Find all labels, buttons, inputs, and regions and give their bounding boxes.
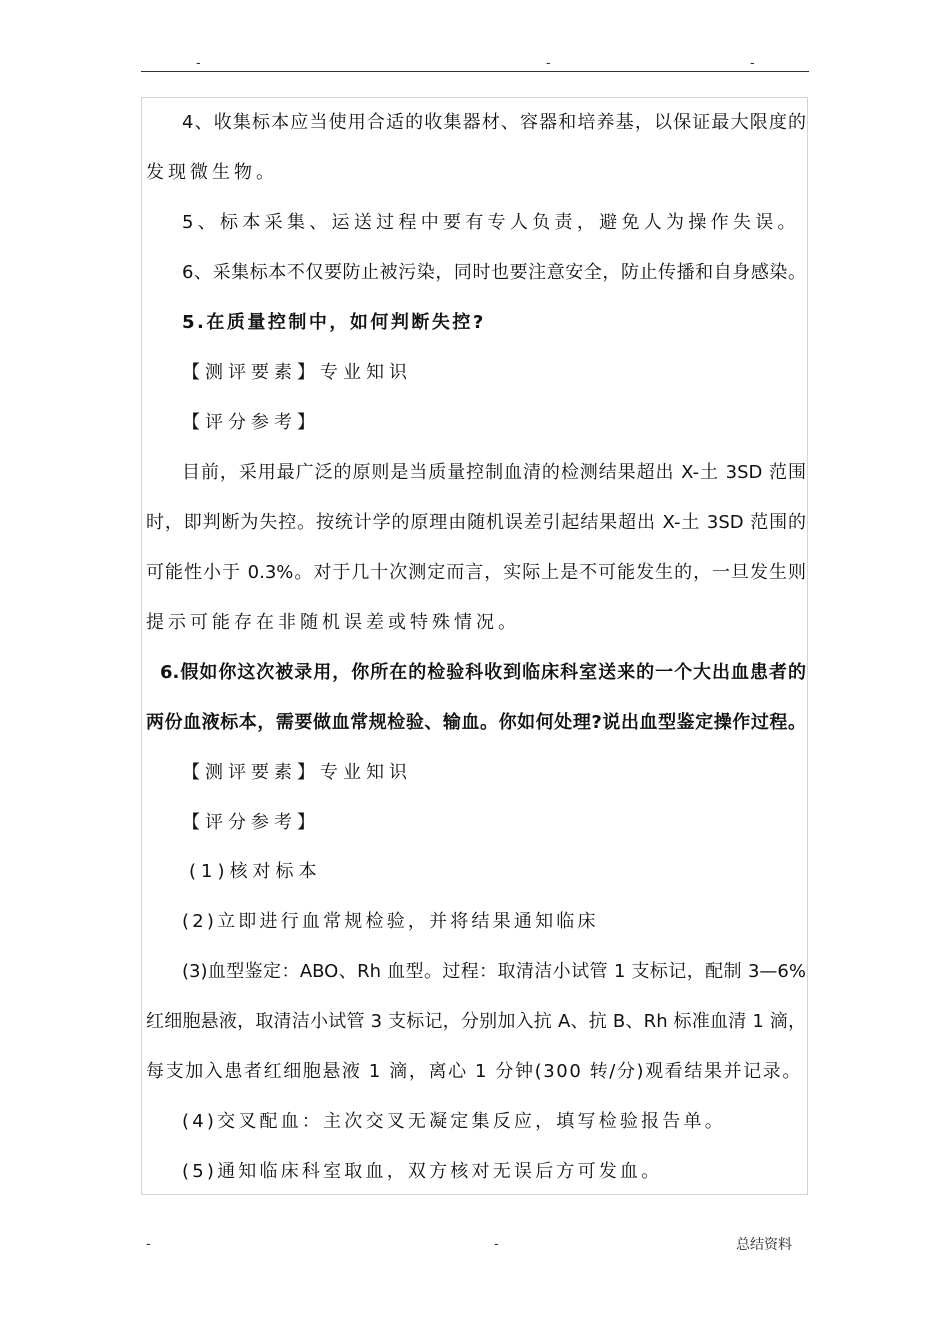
question-6-step-3-line-3: 每支加入患者红细胞悬液 1 滴，离心 1 分钟(300 转/分)观看结果并记录。 xyxy=(146,1061,802,1082)
question-6-step-2: (2)立即进行血常规检验，并将结果通知临床 xyxy=(182,911,599,932)
header-mark-center: - xyxy=(546,56,551,71)
paragraph-4-line-1: 4、收集标本应当使用合适的收集器材、容器和培养基，以保证最大限度的 xyxy=(182,112,806,133)
question-5-answer-line-4: 提示可能存在非随机误差或特殊情况。 xyxy=(146,612,520,633)
question-5-answer-line-2: 时，即判断为失控。按统计学的原理由随机误差引起结果超出 X-土 3SD 范围的 xyxy=(146,512,806,533)
question-5-answer-line-1: 目前，采用最广泛的原则是当质量控制血清的检测结果超出 X-土 3SD 范围 xyxy=(182,462,806,483)
question-6-elements: 【测评要素】专业知识 xyxy=(182,762,412,783)
paragraph-5: 5、标本采集、运送过程中要有专人负责，避免人为操作失误。 xyxy=(182,212,800,233)
paragraph-4-line-2: 发现微生物。 xyxy=(146,162,278,183)
question-6-title-line-2: 两份血液标本，需要做血常规检验、输血。你如何处理?说出血型鉴定操作过程。 xyxy=(146,712,806,733)
question-6-step-4: (4)交叉配血：主次交叉无凝定集反应，填写检验报告单。 xyxy=(182,1111,726,1132)
footer-label: 总结资料 xyxy=(736,1237,792,1253)
question-6-step-3-line-1: (3)血型鉴定：ABO、Rh 血型。过程：取清洁小试管 1 支标记，配制 3—6% xyxy=(182,961,806,982)
header-mark-left: - xyxy=(196,56,201,71)
question-6-step-5: (5)通知临床科室取血，双方核对无误后方可发血。 xyxy=(182,1161,663,1182)
question-6-step-1: (1)核对标本 xyxy=(189,861,322,882)
question-5-elements: 【测评要素】专业知识 xyxy=(182,362,412,383)
header-rule xyxy=(141,71,809,72)
question-5-answer-line-3: 可能性小于 0.3%。对于几十次测定而言，实际上是不可能发生的，一旦发生则 xyxy=(146,562,806,583)
question-5-title: 5.在质量控制中，如何判断失控? xyxy=(182,312,486,333)
question-6-title-line-1: 6.假如你这次被录用，你所在的检验科收到临床科室送来的一个大出血患者的 xyxy=(160,662,806,683)
paragraph-6: 6、采集标本不仅要防止被污染，同时也要注意安全，防止传播和自身感染。 xyxy=(182,262,806,283)
header-mark-right: - xyxy=(750,56,755,71)
footer-mark-center: - xyxy=(494,1237,499,1252)
question-5-reference: 【评分参考】 xyxy=(182,412,320,433)
question-6-step-3-line-2: 红细胞悬液，取清洁小试管 3 支标记，分别加入抗 A、抗 B、Rh 标准血清 1 滴， xyxy=(146,1011,806,1032)
question-6-reference: 【评分参考】 xyxy=(182,812,320,833)
footer-mark-left: - xyxy=(146,1237,151,1252)
